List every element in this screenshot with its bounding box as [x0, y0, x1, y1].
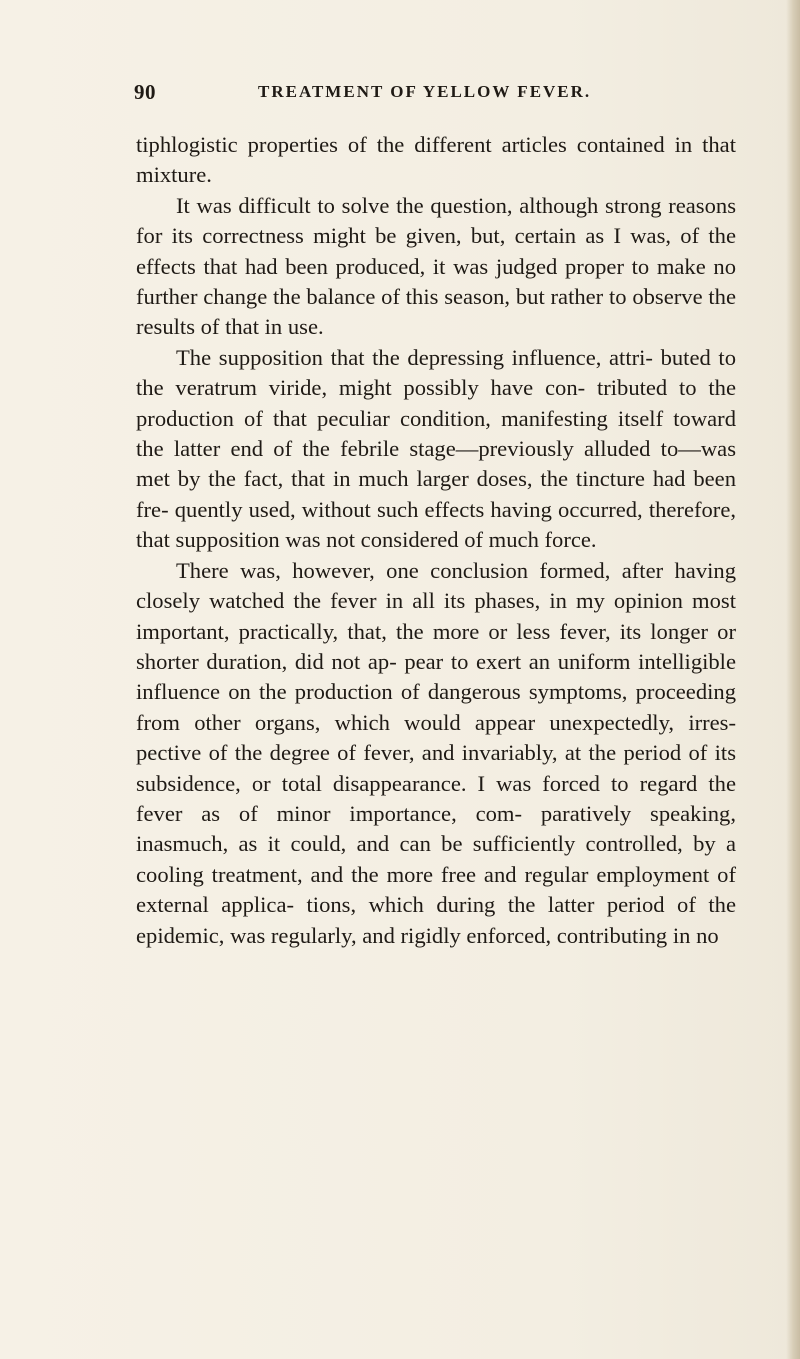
- page-header: [134, 80, 754, 110]
- paragraph: There was, however, one conclusion formed, after having closely watched the fever in all its phases, in my opinion most important, practically, that, the more or less fever, its longer or shorter duration, did not ap- pear to exert an uniform intelligible influence on the production of dangerous symptoms, proceeding from other organs, which would appear unexpectedly, irres- pective of the degree of fever, and invariably, at the period of its subsidence, or total disappearance. I was forced to regard the fever as of minor importance, com- paratively speaking, inasmuch, as it could, and can be sufficiently controlled, by a cooling treatment, and the more free and regular employment of external applica- tions, which during the latter period of the epidemic, was regularly, and rigidly enforced, contributing in no: [136, 557, 736, 948]
- paragraph: It was difficult to solve the question, although strong reasons for its correctness might be given, but, certain as I was, of the effects that had been produced, it was judged proper to make no further change the balance of this season, but rather to observe the results of that in use.: [136, 192, 736, 340]
- running-head: TREATMENT OF YELLOW FEVER.: [258, 82, 592, 101]
- page-number: 90: [134, 80, 156, 104]
- paragraph: The supposition that the depressing influence, attri- buted to the veratrum viride, might possibly have con- tributed to the production of that peculiar condition, manifesting itself toward the latter end of the febrile stage—previously alluded to—was met by the fact, that in much larger doses, the tincture had been fre- quently used, without such effects having occurred, therefore, that supposition was not considered of much force.: [136, 344, 736, 553]
- body-text: [136, 130, 736, 951]
- page-edge-shadow: [786, 0, 800, 1359]
- paragraph-continuation: tiphlogistic properties of the different articles contained in that mixture.: [136, 132, 736, 188]
